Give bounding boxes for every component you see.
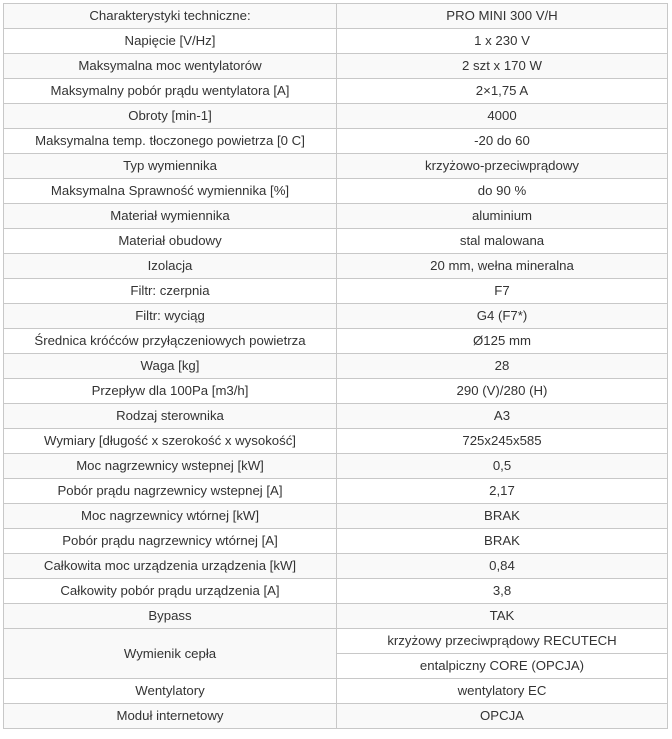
- row-label: Filtr: wyciąg: [4, 304, 337, 329]
- table-row: [4, 154, 668, 179]
- table-row: [4, 79, 668, 104]
- row-value: A3: [337, 404, 668, 429]
- table-row: [4, 379, 668, 404]
- row-label: Rodzaj sterownika: [4, 404, 337, 429]
- row-value: do 90 %: [337, 179, 668, 204]
- row-value: 4000: [337, 104, 668, 129]
- row-label: Całkowita moc urządzenia urządzenia [kW]: [4, 554, 337, 579]
- table-row: [4, 679, 668, 704]
- row-label: Maksymalna Sprawność wymiennika [%]: [4, 179, 337, 204]
- row-label: Moc nagrzewnicy wstepnej [kW]: [4, 454, 337, 479]
- row-label: Moc nagrzewnicy wtórnej [kW]: [4, 504, 337, 529]
- table-row-heat-exchanger: [4, 629, 668, 654]
- row-label: Średnica króćców przyłączeniowych powietrza: [4, 329, 337, 354]
- table-row: [4, 29, 668, 54]
- row-value: 0,84: [337, 554, 668, 579]
- table-row: [4, 354, 668, 379]
- row-label: Napięcie [V/Hz]: [4, 29, 337, 54]
- row-value: 3,8: [337, 579, 668, 604]
- row-label: Materiał obudowy: [4, 229, 337, 254]
- row-label: Pobór prądu nagrzewnicy wtórnej [A]: [4, 529, 337, 554]
- row-label: Izolacja: [4, 254, 337, 279]
- row-value: TAK: [337, 604, 668, 629]
- table-row: [4, 329, 668, 354]
- row-value: wentylatory EC: [337, 679, 668, 704]
- row-value: 2,17: [337, 479, 668, 504]
- row-label: Typ wymiennika: [4, 154, 337, 179]
- table-row: [4, 604, 668, 629]
- table-row: [4, 429, 668, 454]
- row-value: 2×1,75 A: [337, 79, 668, 104]
- row-label: Moduł internetowy: [4, 704, 337, 729]
- table-row: [4, 4, 668, 29]
- row-value: G4 (F7*): [337, 304, 668, 329]
- row-label: Maksymalny pobór prądu wentylatora [A]: [4, 79, 337, 104]
- table-row: [4, 104, 668, 129]
- table-row: [4, 704, 668, 729]
- table-row: [4, 304, 668, 329]
- table-row: [4, 404, 668, 429]
- table-row: [4, 179, 668, 204]
- row-value: BRAK: [337, 504, 668, 529]
- row-label: Przepływ dla 100Pa [m3/h]: [4, 379, 337, 404]
- row-value: 20 mm, wełna mineralna: [337, 254, 668, 279]
- row-label: Obroty [min-1]: [4, 104, 337, 129]
- row-value: 290 (V)/280 (H): [337, 379, 668, 404]
- table-row: [4, 279, 668, 304]
- row-value: stal malowana: [337, 229, 668, 254]
- table-row: [4, 529, 668, 554]
- heat-exchanger-value-option: entalpiczny CORE (OPCJA): [337, 654, 668, 679]
- row-value: 725x245x585: [337, 429, 668, 454]
- table-row: [4, 554, 668, 579]
- row-value: krzyżowo-przeciwprądowy: [337, 154, 668, 179]
- heat-exchanger-value-primary: krzyżowy przeciwprądowy RECUTECH: [337, 629, 668, 654]
- row-value: F7: [337, 279, 668, 304]
- row-value: -20 do 60: [337, 129, 668, 154]
- row-label: Waga [kg]: [4, 354, 337, 379]
- row-label: Bypass: [4, 604, 337, 629]
- table-row: [4, 579, 668, 604]
- spec-table: [3, 3, 668, 729]
- row-label: Maksymalna moc wentylatorów: [4, 54, 337, 79]
- table-row: [4, 204, 668, 229]
- row-label: Całkowity pobór prądu urządzenia [A]: [4, 579, 337, 604]
- table-row: [4, 254, 668, 279]
- row-label: Pobór prądu nagrzewnicy wstepnej [A]: [4, 479, 337, 504]
- table-row: [4, 454, 668, 479]
- row-value: Ø125 mm: [337, 329, 668, 354]
- row-value: OPCJA: [337, 704, 668, 729]
- table-row: [4, 229, 668, 254]
- row-label: Maksymalna temp. tłoczonego powietrza [0 C]: [4, 129, 337, 154]
- row-value: 28: [337, 354, 668, 379]
- row-value: 1 x 230 V: [337, 29, 668, 54]
- row-label: Wymiary [długość x szerokość x wysokość]: [4, 429, 337, 454]
- table-row: [4, 129, 668, 154]
- row-value: BRAK: [337, 529, 668, 554]
- heat-exchanger-label: Wymienik cepła: [4, 629, 337, 679]
- table-row: [4, 54, 668, 79]
- table-row: [4, 504, 668, 529]
- row-value: PRO MINI 300 V/H: [337, 4, 668, 29]
- row-value: 0,5: [337, 454, 668, 479]
- row-label: Materiał wymiennika: [4, 204, 337, 229]
- spec-table-body: [4, 4, 668, 729]
- row-label: Wentylatory: [4, 679, 337, 704]
- row-label: Filtr: czerpnia: [4, 279, 337, 304]
- row-label: Charakterystyki techniczne:: [4, 4, 337, 29]
- table-row: [4, 479, 668, 504]
- row-value: 2 szt x 170 W: [337, 54, 668, 79]
- row-value: aluminium: [337, 204, 668, 229]
